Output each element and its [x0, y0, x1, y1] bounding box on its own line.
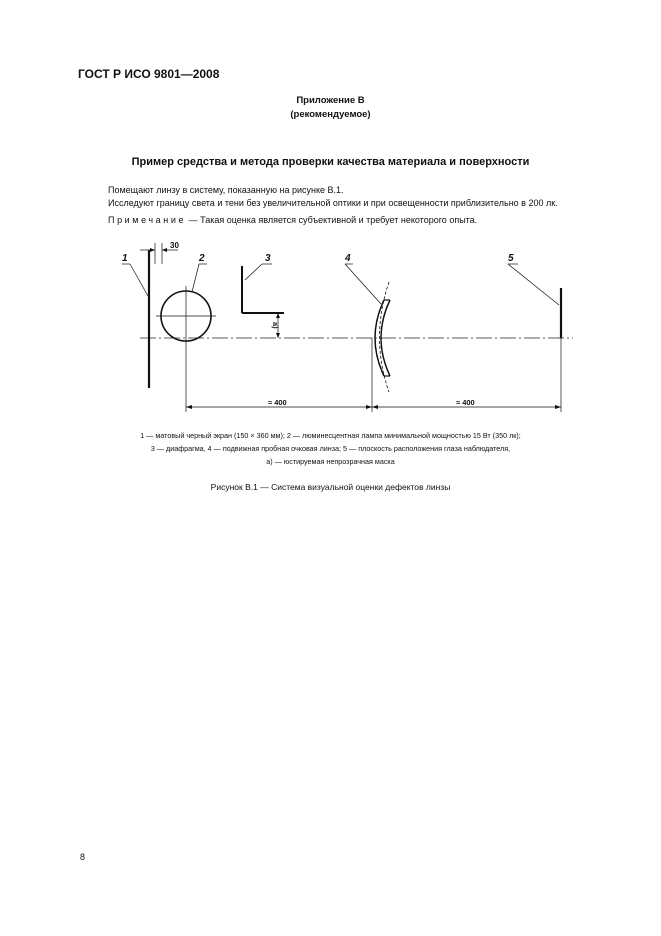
- standard-code: ГОСТ Р ИСО 9801—2008: [78, 67, 220, 81]
- annex-status: (рекомендуемое): [290, 109, 371, 120]
- label-5-leader: [508, 264, 559, 305]
- dim-arrow-2: [366, 405, 372, 409]
- mask-dim-arrow-bottom: [276, 333, 280, 338]
- lens-evaluation-diagram: [0, 0, 661, 430]
- dim-30-label: 30: [170, 241, 179, 250]
- label-1: 1: [122, 253, 128, 264]
- note-label: Примечание: [108, 215, 187, 225]
- dim-400-right-label: ≈ 400: [456, 398, 475, 407]
- note-text: — Такая оценка является субъективной и требует некоторого опыта.: [186, 215, 478, 225]
- page-number: 8: [80, 852, 86, 862]
- mask-marker: a): [271, 322, 280, 329]
- label-4-leader: [345, 264, 381, 304]
- paragraph-2: Исследуют границу света и тени без увеличительной оптики и при освещенности приблизительно в 200 лк.: [108, 198, 558, 208]
- label-4: 4: [345, 253, 351, 264]
- label-5: 5: [508, 253, 514, 264]
- paragraph-1: Помещают линзу в систему, показанную на рисунке В.1.: [108, 185, 344, 195]
- dim-arrow-1: [186, 405, 192, 409]
- annex-title: Приложение В: [296, 95, 365, 106]
- legend-line-1: 1 — матовый черный экран (150 × 360 мм); 2 — люминесцентная лампа минимальной мощностью 15 Вт (350 лк);: [140, 431, 521, 440]
- label-3: 3: [265, 253, 271, 264]
- dim-400-left-label: ≈ 400: [268, 398, 287, 407]
- dim-arrow-3: [372, 405, 378, 409]
- label-2: 2: [199, 253, 205, 264]
- figure-caption: Рисунок В.1 — Система визуальной оценки дефектов линзы: [210, 482, 451, 492]
- label-3-leader: [245, 264, 262, 280]
- section-title: Пример средства и метода проверки качества материала и поверхности: [131, 156, 530, 168]
- dim-arrow-4: [555, 405, 561, 409]
- legend-line-2: 3 — диафрагма, 4 — подвижная пробная очковая линза; 5 — плоскость расположения глаза наблюдателя,: [150, 444, 511, 453]
- legend-line-3: а) — юстируемая непрозрачная маска: [266, 457, 395, 466]
- label-2-leader: [192, 264, 199, 292]
- dim-30-arrow-left: [150, 248, 155, 252]
- dim-30-arrow-right: [162, 248, 167, 252]
- label-1-leader: [130, 264, 148, 296]
